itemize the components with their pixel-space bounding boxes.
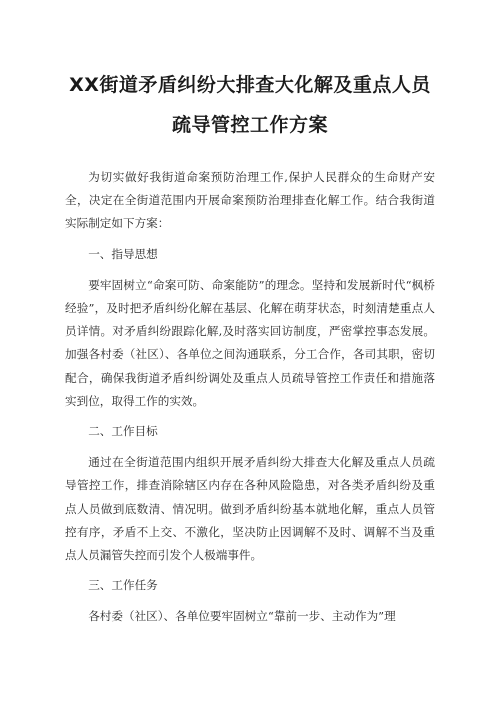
section-1-paragraph: 要牢固树立“命案可防、命案能防”的理念。坚持和发展新时代“枫桥经验”，及时把矛盾纠纷化解在基层、化解在萌芽状态，时刻清楚重点人员详情。对矛盾纠纷跟踪化解,及时落实回访制度，严密掌控事态发展。加强各村委（社区）、各单位之间沟通联系，分工合作，各司其职，密切配合，确保我街道矛盾纠纷调处及重点人员疏导管控工作责任和措施落实到位，取得工作的实效。 (65, 277, 435, 408)
section-3-heading: 三、工作任务 (88, 578, 158, 593)
document-body (65, 166, 435, 636)
intro-paragraph: 为切实做好我街道命案预防治理工作,保护人民群众的生命财产安全，决定在全街道范围内开展命案预防治理排查化解工作。结合我街道实际制定如下方案： (65, 170, 435, 231)
section-2-heading: 二、工作目标 (88, 424, 158, 439)
section-2-paragraph: 通过在全街道范围内组织开展矛盾纠纷大排查大化解及重点人员疏导管控工作，排查消除辖区内存在各种风险隐患，对各类矛盾纠纷及重点人员做到底数清、情况明。做到矛盾纠纷基本就地化解，重点人员管控有序，矛盾不上交、不激化，坚决防止因调解不及时、调解不当及重点人员漏管失控而引发个人极端事件。 (65, 455, 435, 563)
document-title-line-1: XX街道矛盾纠纷大排查大化解及重点人员 (69, 74, 431, 96)
document-title-line-2: 疏导管控工作方案 (171, 114, 328, 136)
section-3-paragraph: 各村委（社区）、各单位要牢固树立“靠前一步、主动作为”理 (88, 609, 396, 624)
section-1-heading: 一、指导思想 (88, 246, 158, 261)
